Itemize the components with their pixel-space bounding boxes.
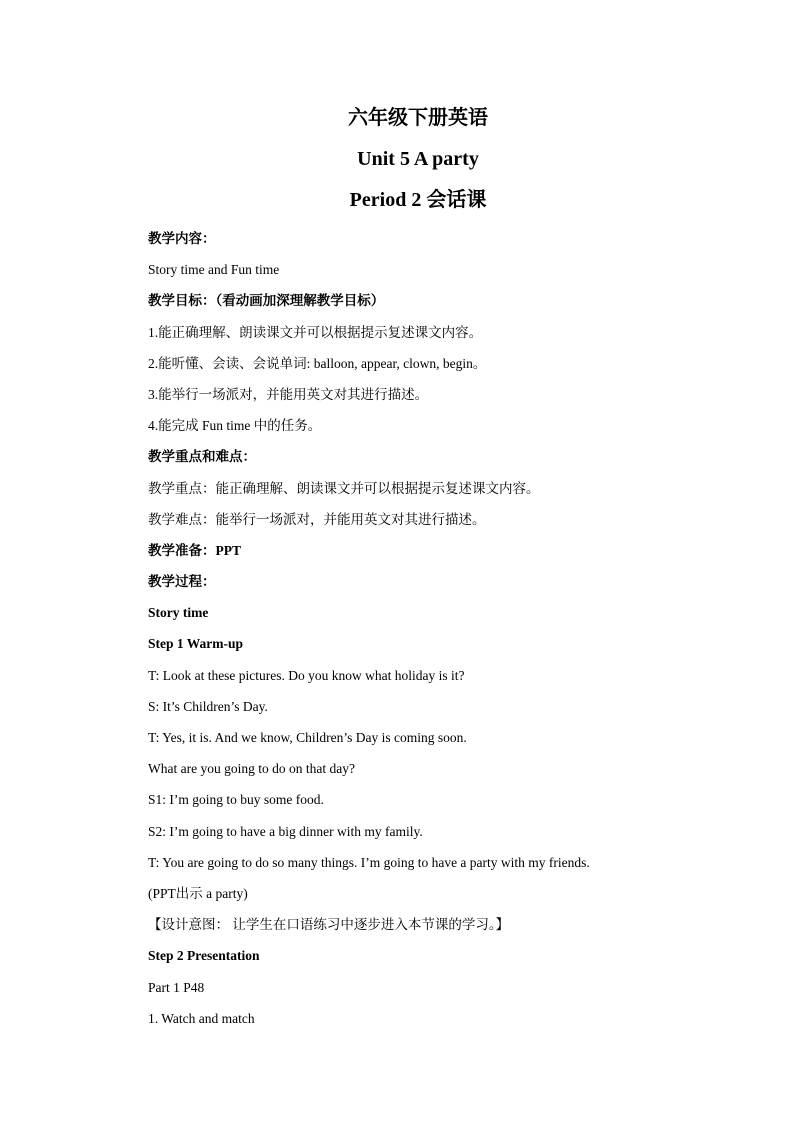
section-heading: Step 2 Presentation	[148, 948, 260, 964]
paragraph-line: 【设计意图： 让学生在口语练习中逐步进入本节课的学习。】	[148, 917, 510, 933]
document-body	[148, 228, 768, 1039]
paragraph-line: 1. Watch and match	[148, 1010, 255, 1026]
paragraph-line: S1: I’m going to buy some food.	[148, 792, 324, 808]
paragraph-line: 3.能举行一场派对，并能用英文对其进行描述。	[148, 386, 429, 402]
section-heading: 教学过程：	[148, 574, 216, 590]
paragraph-line: (PPT出示 a party)	[148, 885, 248, 901]
paragraph-line: T: Look at these pictures. Do you know what holiday is it?	[148, 667, 465, 683]
paragraph-line: Part 1 P48	[148, 979, 205, 995]
section-heading: Step 1 Warm-up	[148, 636, 244, 652]
section-heading: 教学目标：（看动画加深理解教学目标）	[148, 293, 385, 309]
paragraph-line: 4.能完成 Fun time 中的任务。	[148, 418, 322, 434]
paragraph-line: 教学重点：能正确理解、朗读课文并可以根据提示复述课文内容。	[148, 480, 540, 496]
section-heading: 教学准备：PPT	[148, 542, 241, 558]
section-heading: Story time	[148, 605, 209, 621]
paragraph-line: 2.能听懂、会读、会说单词: balloon, appear, clown, begin。	[148, 355, 487, 371]
paragraph-line: 1.能正确理解、朗读课文并可以根据提示复述课文内容。	[148, 324, 483, 340]
paragraph-line: Story time and Fun time	[148, 262, 280, 278]
section-heading: 教学重点和难点：	[148, 449, 256, 465]
unit-heading: Unit 5 A party	[357, 148, 479, 170]
period-heading: Period 2 会话课	[349, 189, 487, 211]
paragraph-line: S2: I’m going to have a big dinner with my family.	[148, 823, 423, 839]
paragraph-line: 教学难点：能举行一场派对，并能用英文对其进行描述。	[148, 511, 486, 527]
paragraph-line: What are you going to do on that day?	[148, 761, 355, 777]
paragraph-line: T: Yes, it is. And we know, Children’s Day is coming soon.	[148, 730, 467, 745]
paragraph-line: T: You are going to do so many things. I’m going to have a party with my friends.	[148, 854, 590, 870]
document-title: 六年级下册英语	[348, 107, 488, 129]
paragraph-line: S: It’s Children’s Day.	[148, 698, 268, 714]
section-heading: 教学内容：	[148, 231, 216, 246]
